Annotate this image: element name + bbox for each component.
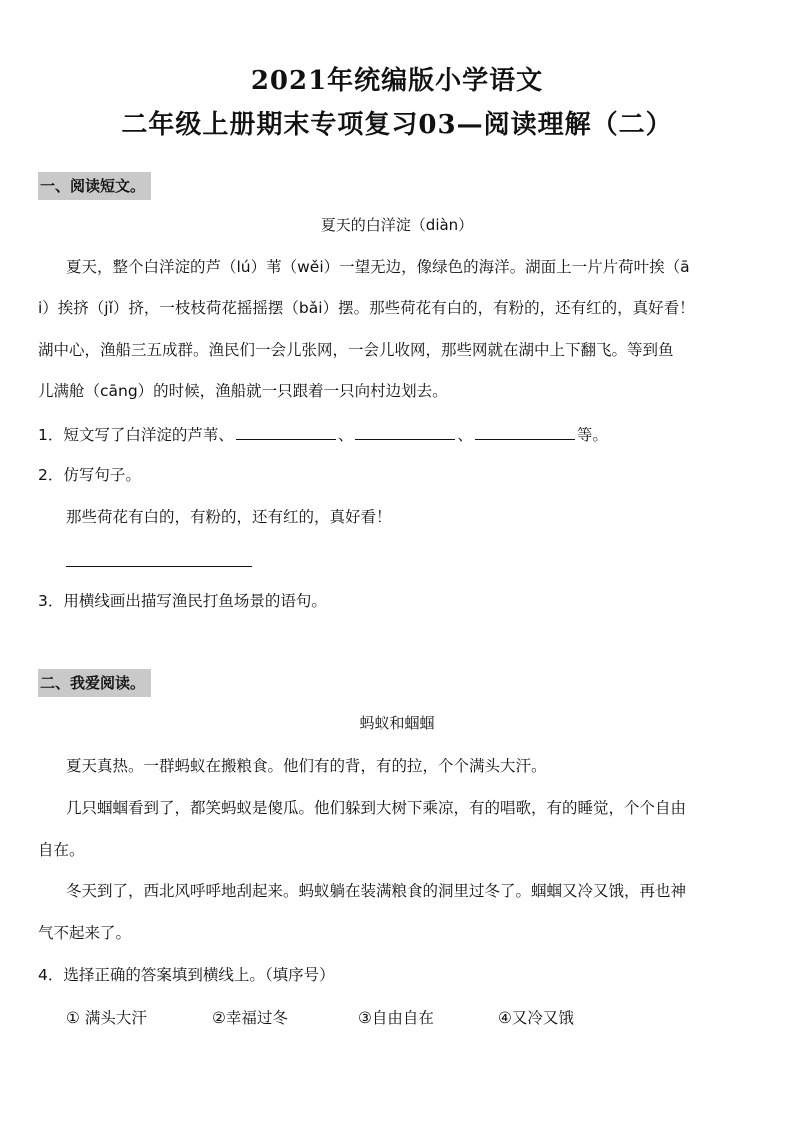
- question-1: [38, 423, 608, 446]
- question-2-answer-line[interactable]: [66, 566, 252, 567]
- question-1-text: 1．短文写了白洋淀的芦苇、: [38, 426, 234, 444]
- section1-heading: 一、阅读短文。: [38, 172, 151, 200]
- document-title-line1: 2021年统编版小学语文: [250, 66, 544, 96]
- option-2: ②幸福过冬: [212, 1009, 288, 1027]
- passage2-title: 蚂蚁和蝈蝈: [359, 714, 435, 732]
- passage2-line-3: 自在。: [38, 841, 85, 859]
- passage2-line-2: 几只蝈蝈看到了，都笑蚂蚁是傻瓜。他们躲到大树下乘凉，有的唱歌，有的睡觉，个个自由: [66, 799, 687, 817]
- question-2: 2．仿写句子。: [38, 466, 141, 484]
- question-2-example: 那些荷花有白的，有粉的，还有红的，真好看！: [66, 508, 392, 526]
- passage1-line-2: i）挨挤（jǐ）挤，一枝枝荷花摇摇摆（bǎi）摆。那些荷花有白的，有粉的，还有红的，真好看！: [38, 299, 695, 317]
- option-3: ③自由自在: [358, 1009, 434, 1027]
- passage1-line-4: 儿满舱（cāng）的时候，渔船就一只跟着一只向村边划去。: [38, 382, 448, 400]
- passage1-title: 夏天的白洋淀（diàn）: [320, 216, 474, 234]
- question-1-sep1: 、: [337, 426, 354, 444]
- question-1-sep2: 、: [457, 426, 473, 444]
- option-1: ① 满头大汗: [66, 1009, 147, 1027]
- option-4: ④又冷又饿: [498, 1009, 574, 1027]
- question-4: 4．选择正确的答案填到横线上。（填序号）: [38, 966, 335, 984]
- passage1-line-3: 湖中心，渔船三五成群。渔民们一会儿张网，一会儿收网，那些网就在湖中上下翻飞。等到鱼: [38, 341, 674, 359]
- passage2-line-1: 夏天真热。一群蚂蚁在搬粮食。他们有的背，有的拉，个个满头大汗。: [66, 757, 547, 775]
- document-title-line2: 二年级上册期末专项复习03—阅读理解（二）: [121, 110, 673, 140]
- answer-blank-3[interactable]: [475, 423, 575, 440]
- passage1-line-1: 夏天，整个白洋淀的芦（lú）苇（wěi）一望无边，像绿色的海洋。湖面上一片片荷叶挨（ā: [66, 258, 690, 276]
- question-1-suffix: 等。: [576, 426, 608, 444]
- section2-heading: 二、我爱阅读。: [38, 669, 151, 697]
- answer-blank-2[interactable]: [355, 423, 455, 440]
- passage2-line-4: 冬天到了，西北风呼呼地刮起来。蚂蚁躺在装满粮食的洞里过冬了。蝈蝈又冷又饿，再也神: [66, 882, 687, 900]
- passage2-line-5: 气不起来了。: [38, 924, 132, 942]
- answer-blank-1[interactable]: [236, 423, 336, 440]
- question-3: 3．用横线画出描写渔民打鱼场景的语句。: [38, 592, 327, 610]
